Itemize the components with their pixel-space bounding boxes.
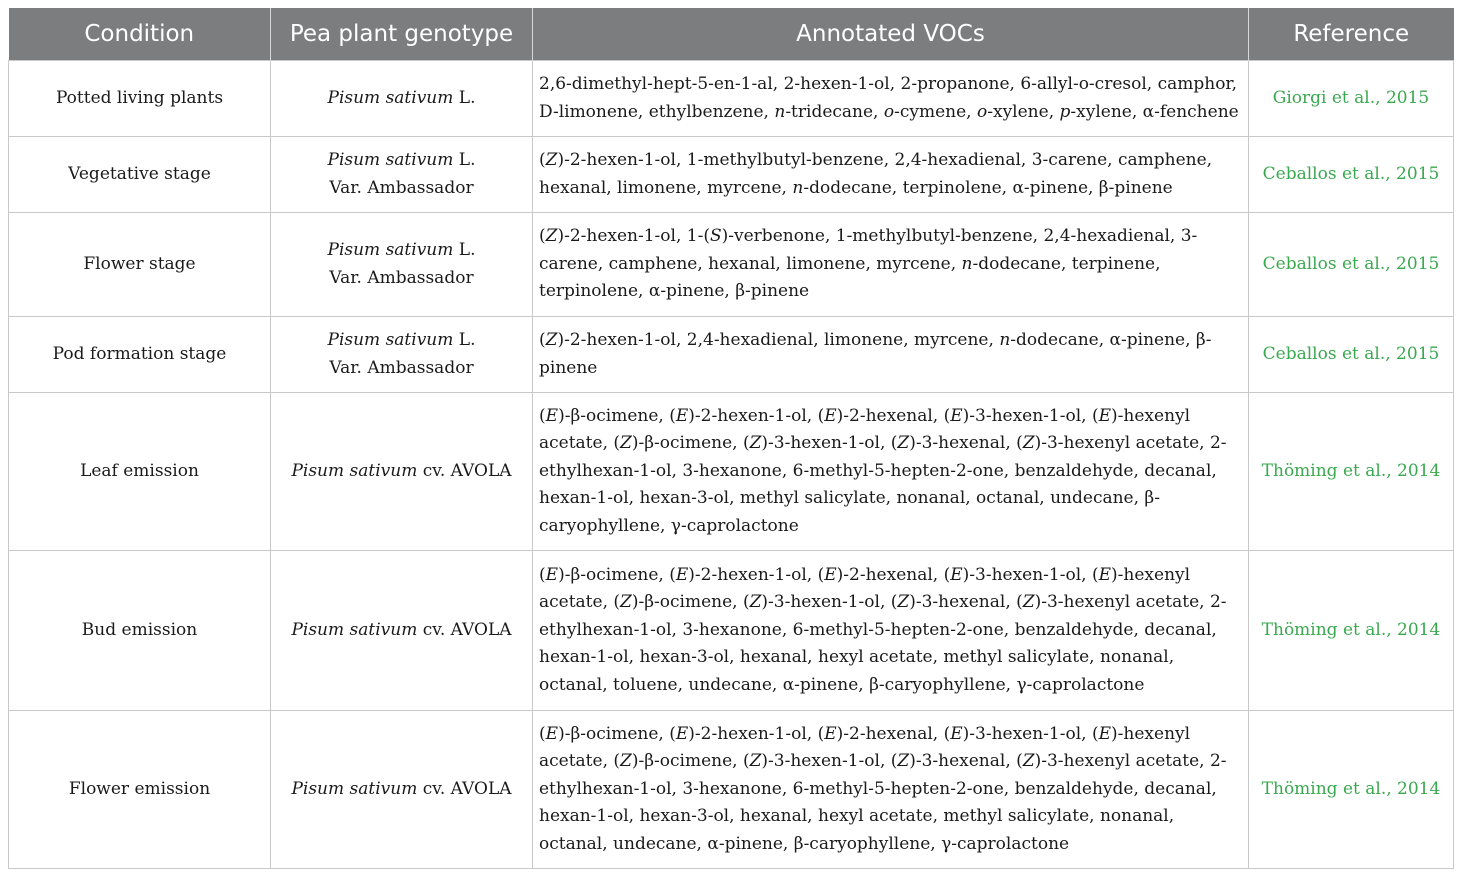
reference-link[interactable]: Giorgi et al., 2015 — [1249, 61, 1454, 137]
genotype-cell — [271, 317, 533, 393]
italic-text: E — [1098, 564, 1112, 585]
text-run: )-3-hexenal, ( — [909, 433, 1023, 454]
italic-text: S — [709, 226, 722, 247]
reference-link[interactable]: Ceballos et al., 2015 — [1249, 213, 1454, 317]
text-run: )-verbenone, 1-methylbutyl-benzene, 2,4-hexadienal, 3-carene, camphene, hexanal, limonene, myrcene, — [539, 226, 1198, 274]
text-run: )-β-ocimene, ( — [631, 592, 750, 613]
italic-text: E — [1098, 723, 1112, 744]
text-run: )-3-hexen-1-ol, ( — [962, 564, 1099, 585]
text-run: )-2-hexenal, ( — [836, 564, 951, 585]
text-run: )-3-hexen-1-ol, ( — [761, 433, 898, 454]
italic-text: Pisum sativum — [327, 87, 454, 108]
header-genotype: Pea plant genotype — [271, 8, 533, 61]
italic-text: n — [792, 177, 804, 198]
text-run: )-2-hexenal, ( — [836, 405, 951, 426]
text-run: -dodecane, α-pinene, β-pinene — [539, 330, 1212, 378]
table-row — [9, 551, 1454, 711]
italic-text: Pisum sativum — [291, 778, 418, 799]
vocs-cell — [533, 393, 1249, 551]
text-run: )-3-hexenal, ( — [909, 751, 1023, 772]
text-run: 2,6-dimethyl-hept-5-en-1-al, 2-hexen-1-ol, 2-propanone, 6-allyl-o-cresol, camphor, D-limonene, ethylbenzene, — [539, 74, 1238, 122]
reference-link[interactable]: Ceballos et al., 2015 — [1249, 137, 1454, 213]
italic-text: Z — [749, 751, 762, 772]
text-run: ( — [539, 226, 546, 247]
italic-text: Pisum sativum — [327, 240, 454, 260]
text-run: -xylene, α-fenchene — [1070, 101, 1239, 122]
table-row — [9, 213, 1454, 317]
italic-text: Z — [545, 226, 558, 247]
italic-text: Z — [897, 433, 910, 454]
text-run: -dodecane, terpinene, terpinolene, α-pinene, β-pinene — [539, 253, 1161, 302]
genotype-cell — [271, 137, 533, 213]
italic-text: Z — [749, 433, 762, 454]
text-run: L. — [453, 87, 476, 108]
italic-text: Z — [897, 751, 910, 772]
italic-text: Pisum sativum — [327, 150, 454, 170]
condition-cell: Pod formation stage — [9, 317, 271, 393]
italic-text: Z — [1022, 751, 1035, 772]
text-run: )-2-hexen-1-ol, ( — [688, 723, 825, 744]
italic-text: E — [545, 723, 559, 744]
italic-text: E — [545, 564, 559, 585]
header-vocs: Annotated VOCs — [533, 8, 1249, 61]
condition-cell: Flower emission — [9, 711, 271, 869]
text-run: )-2-hexen-1-ol, ( — [688, 564, 825, 585]
text-run: )-hexenyl acetate, ( — [539, 723, 1191, 772]
italic-text: Z — [620, 592, 632, 613]
text-run: )-3-hexenal, ( — [909, 592, 1023, 613]
header-reference: Reference — [1249, 8, 1454, 61]
text-run: )-2-hexen-1-ol, 1-( — [557, 226, 710, 247]
table-row — [9, 61, 1454, 137]
text-run: )-2-hexen-1-ol, ( — [688, 405, 825, 426]
italic-text: n — [774, 101, 786, 122]
text-run: ( — [539, 150, 546, 170]
text-run: )-β-ocimene, ( — [558, 564, 676, 585]
vocs-cell — [533, 213, 1249, 317]
reference-link[interactable]: Ceballos et al., 2015 — [1249, 317, 1454, 393]
vocs-cell — [533, 551, 1249, 711]
vocs-cell — [533, 711, 1249, 869]
genotype-cell — [271, 213, 533, 317]
italic-text: p — [1059, 101, 1071, 122]
header-condition: Condition — [9, 8, 271, 61]
text-run: Var. Ambassador — [329, 267, 474, 288]
header-row — [9, 8, 1454, 61]
genotype-cell — [271, 551, 533, 711]
text-run: L. — [453, 330, 476, 350]
italic-text: Z — [1022, 592, 1035, 613]
italic-text: o — [883, 101, 895, 122]
genotype-cell — [271, 393, 533, 551]
vocs-cell — [533, 137, 1249, 213]
vocs-cell — [533, 61, 1249, 137]
text-run: ( — [539, 330, 546, 350]
table-row — [9, 393, 1454, 551]
text-run: -dodecane, terpinolene, α-pinene, β-pinene — [803, 177, 1173, 198]
reference-link[interactable]: Thöming et al., 2014 — [1249, 711, 1454, 869]
italic-text: Z — [545, 150, 558, 170]
text-run: L. — [453, 150, 476, 170]
text-run: Var. Ambassador — [329, 357, 474, 378]
vocs-cell — [533, 317, 1249, 393]
text-run: -tridecane, — [785, 101, 884, 122]
table-row — [9, 317, 1454, 393]
text-run: )-3-hexenyl acetate, 2-ethylhexan-1-ol, 3-hexanone, 6-methyl-5-hepten-2-one, benzaldehyde, decanal, hexan-1-ol, hexan-3-ol, hexanal, hexyl acetate, methyl salicylate, nonanal, octanal, undecane, α-pinene, β-caryophyllene, γ-caprolactone — [539, 751, 1227, 854]
italic-text: Pisum sativum — [291, 460, 418, 481]
italic-text: n — [999, 330, 1011, 350]
condition-cell: Leaf emission — [9, 393, 271, 551]
italic-text: Z — [545, 330, 558, 350]
italic-text: E — [675, 723, 689, 744]
text-run: )-β-ocimene, ( — [631, 751, 750, 772]
text-run: ( — [539, 405, 546, 426]
italic-text: Z — [749, 592, 762, 613]
table-row — [9, 137, 1454, 213]
condition-cell: Flower stage — [9, 213, 271, 317]
condition-cell: Potted living plants — [9, 61, 271, 137]
genotype-cell — [271, 61, 533, 137]
table-row — [9, 711, 1454, 869]
text-run: )-3-hexen-1-ol, ( — [761, 751, 898, 772]
text-run: L. — [453, 240, 476, 260]
italic-text: n — [961, 253, 973, 274]
text-run: )-3-hexen-1-ol, ( — [962, 405, 1099, 426]
reference-link[interactable]: Thöming et al., 2014 — [1249, 551, 1454, 711]
text-run: )-β-ocimene, ( — [558, 723, 676, 744]
text-run: cv. AVOLA — [417, 460, 512, 481]
voc-table — [8, 8, 1454, 869]
text-run: cv. AVOLA — [417, 778, 512, 799]
text-run: )-β-ocimene, ( — [558, 405, 676, 426]
italic-text: Pisum sativum — [291, 619, 418, 640]
text-run: )-3-hexenyl acetate, 2-ethylhexan-1-ol, 3-hexanone, 6-methyl-5-hepten-2-one, benzaldehyde, decanal, hexan-1-ol, hexan-3-ol, methyl salicylate, nonanal, octanal, undecane, β-caryophyllene, γ-caprolactone — [539, 433, 1227, 536]
italic-text: Pisum sativum — [327, 330, 454, 350]
condition-cell: Bud emission — [9, 551, 271, 711]
text-run: -cymene, — [894, 101, 977, 122]
italic-text: o — [977, 101, 988, 122]
italic-text: E — [675, 405, 689, 426]
italic-text: E — [824, 564, 837, 585]
italic-text: Z — [1022, 433, 1035, 454]
italic-text: E — [1098, 405, 1112, 426]
text-run: Var. Ambassador — [329, 177, 474, 198]
text-run: ( — [539, 723, 546, 744]
text-run: )-3-hexen-1-ol, ( — [761, 592, 898, 613]
text-run: )-2-hexen-1-ol, 2,4-hexadienal, limonene, myrcene, — [557, 330, 1000, 350]
text-run: )-β-ocimene, ( — [631, 433, 750, 454]
text-run: ( — [539, 564, 546, 585]
genotype-cell — [271, 711, 533, 869]
italic-text: Z — [897, 592, 910, 613]
italic-text: E — [950, 723, 963, 744]
italic-text: Z — [620, 433, 632, 454]
text-run: cv. AVOLA — [417, 619, 512, 640]
italic-text: E — [675, 564, 689, 585]
text-run: )-3-hexen-1-ol, ( — [962, 723, 1099, 744]
text-run: )-3-hexenyl acetate, 2-ethylhexan-1-ol, 3-hexanone, 6-methyl-5-hepten-2-one, benzaldehyde, decanal, hexan-1-ol, hexan-3-ol, hexanal, hexyl acetate, methyl salicylate, nonanal, octanal, toluene, undecane, α-pinene, β-caryophyllene, γ-caprolactone — [539, 592, 1227, 695]
condition-cell: Vegetative stage — [9, 137, 271, 213]
text-run: )-2-hexen-1-ol, 1-methylbutyl-benzene, 2,4-hexadienal, 3-carene, camphene, hexanal, limonene, myrcene, — [539, 150, 1213, 198]
italic-text: E — [950, 405, 963, 426]
text-run: )-2-hexenal, ( — [836, 723, 951, 744]
italic-text: E — [824, 723, 837, 744]
reference-link[interactable]: Thöming et al., 2014 — [1249, 393, 1454, 551]
italic-text: E — [545, 405, 559, 426]
text-run: -xylene, — [987, 101, 1060, 122]
text-run: )-hexenyl acetate, ( — [539, 564, 1191, 613]
italic-text: E — [950, 564, 963, 585]
italic-text: Z — [620, 751, 632, 772]
italic-text: E — [824, 405, 837, 426]
text-run: )-hexenyl acetate, ( — [539, 405, 1191, 454]
